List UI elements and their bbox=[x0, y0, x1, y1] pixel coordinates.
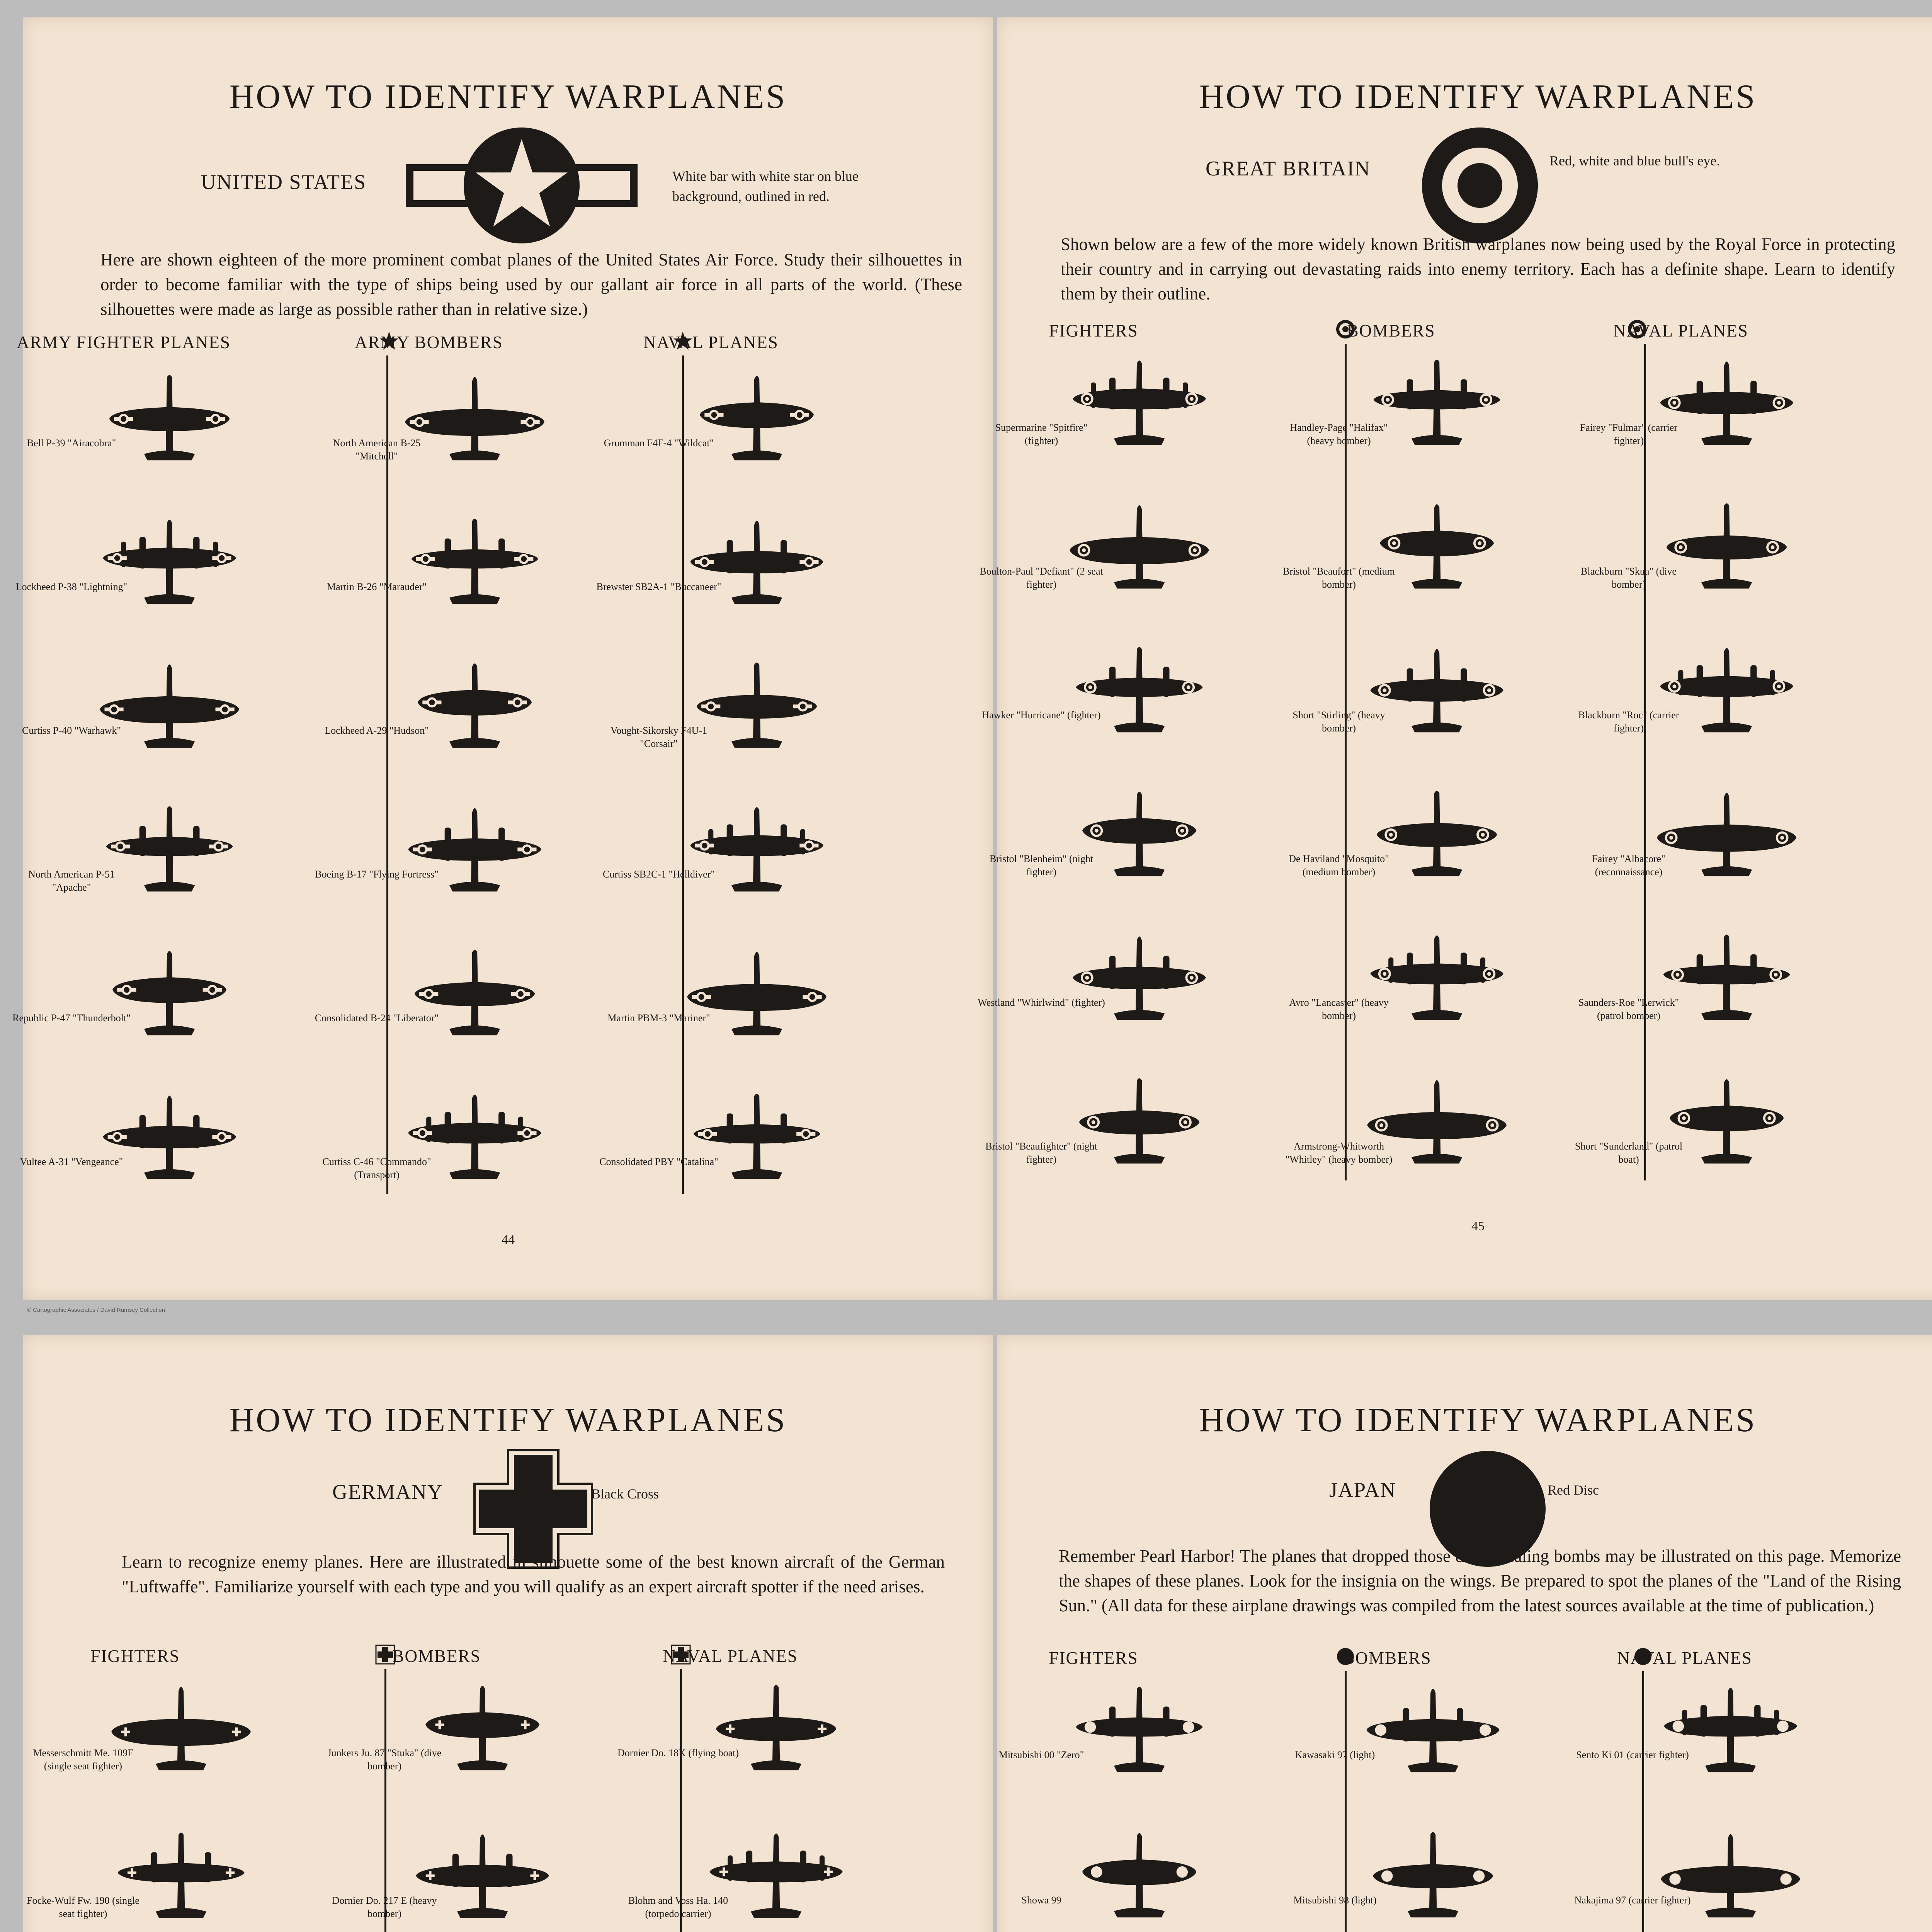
country-name: JAPAN bbox=[1329, 1478, 1396, 1502]
plane-label: Avro "Lancaster" (heavy bomber) bbox=[1289, 997, 1389, 1021]
plane-label: Kawasaki 97 (light) bbox=[1295, 1749, 1375, 1760]
plane-label: De Haviland "Mosquito" (medium bomber) bbox=[1289, 853, 1389, 878]
us-star-insignia-icon bbox=[402, 124, 641, 249]
plane-label: Sento Ki 01 (carrier fighter) bbox=[1576, 1749, 1689, 1760]
plane-label: Junkers Ju. 87 "Stuka" (dive bomber) bbox=[327, 1747, 442, 1772]
plane-label: Consolidated B-24 "Liberator" bbox=[315, 1012, 439, 1024]
plane-silhouette bbox=[1066, 1828, 1212, 1932]
column-heading: NAVAL PLANES bbox=[1613, 321, 1748, 340]
column-divider bbox=[386, 355, 388, 1194]
column-divider bbox=[1345, 344, 1347, 1180]
plane-silhouette bbox=[402, 802, 548, 910]
column-heading: BOMBERS bbox=[1347, 321, 1435, 340]
plane-label: Hawker "Hurricane" (fighter) bbox=[982, 709, 1101, 721]
plane-label: Lockheed P-38 "Lightning" bbox=[15, 581, 128, 592]
column-heading: NAVAL PLANES bbox=[1617, 1648, 1752, 1668]
country-name: UNITED STATES bbox=[201, 170, 367, 194]
column-heading: BOMBERS bbox=[1343, 1648, 1432, 1668]
plane-label: Messerschmitt Me. 109F (single seat fighter) bbox=[33, 1747, 133, 1772]
plane-label: Grumman F4F-4 "Wildcat" bbox=[604, 437, 714, 449]
column-divider bbox=[1345, 1671, 1347, 1932]
insignia-caption: White bar with white star on blue background, outlined in red. bbox=[672, 168, 859, 204]
country-name: GREAT BRITAIN bbox=[1206, 157, 1371, 180]
plane-silhouette bbox=[97, 1090, 242, 1197]
plane-silhouette bbox=[97, 658, 242, 766]
plane-label: Mitsubishi 00 "Zero" bbox=[998, 1749, 1084, 1760]
page-title: HOW TO IDENTIFY WARPLANES bbox=[1199, 1401, 1757, 1439]
plane-label: Blohm and Voss Ha. 140 (torpedo carrier) bbox=[628, 1895, 728, 1919]
column-heading: FIGHTERS bbox=[90, 1646, 180, 1666]
plane-label: Republic P-47 "Thunderbolt" bbox=[12, 1012, 131, 1024]
plane-silhouette bbox=[97, 515, 242, 622]
plane-label: Nakajima 97 (carrier fighter) bbox=[1574, 1895, 1691, 1906]
bulls-eye-roundel-icon bbox=[1418, 124, 1542, 249]
plane-label: Short "Sunderland" (patrol boat) bbox=[1575, 1141, 1683, 1165]
intro-paragraph: Shown below are a few of the more widely known British warplanes now being used by the Royal Force in protecting their country and in carrying out devastating raids into enemy territory. Each has a definite shape. Learn to identify them by their outline. bbox=[1061, 235, 1895, 303]
plane-label: Focke-Wulf Fw. 190 (single seat fighter) bbox=[27, 1895, 139, 1919]
plane-silhouette bbox=[1360, 1828, 1506, 1932]
credit-top: © Cartographic Associates / David Rumsey Collection bbox=[27, 1307, 165, 1313]
plane-label: Saunders-Roe "Lerwick" (patrol bomber) bbox=[1578, 997, 1679, 1021]
insignia-caption: Red, white and blue bull's eye. bbox=[1549, 153, 1720, 168]
plane-label: Showa 99 bbox=[1021, 1895, 1061, 1906]
plane-label: Short "Stirling" (heavy bomber) bbox=[1293, 709, 1385, 734]
intro-paragraph: Learn to recognize enemy planes. Here are illustrated in silhouette some of the best known aircraft of the German "Luftwaffe". Familiarize yourself with each type and you will qualify as an expert aircraft spotter if the need arises. bbox=[122, 1552, 945, 1596]
plane-silhouette bbox=[1066, 1683, 1212, 1791]
plane-silhouette bbox=[97, 371, 242, 479]
plane-label: Martin PBM-3 "Mariner" bbox=[607, 1012, 710, 1024]
plane-silhouette bbox=[684, 946, 830, 1054]
plane-label: Curtiss C-46 "Commando" (Transport) bbox=[322, 1156, 431, 1180]
plane-label: Martin B-26 "Marauder" bbox=[327, 581, 427, 592]
plane-label: Fairey "Fulmar" (carrier fighter) bbox=[1580, 422, 1678, 446]
column-divider bbox=[682, 355, 684, 1194]
column-heading: NAVAL PLANES bbox=[663, 1646, 798, 1666]
column-divider bbox=[384, 1669, 386, 1932]
plane-label: Curtiss P-40 "Warhawk" bbox=[22, 725, 121, 736]
plane-label: North American P-51 "Apache" bbox=[28, 869, 115, 893]
plane-silhouette bbox=[1360, 1683, 1506, 1791]
page-number: 44 bbox=[502, 1233, 515, 1247]
plane-silhouette bbox=[402, 946, 548, 1054]
plane-label: Supermarine "Spitfire" (fighter) bbox=[995, 422, 1088, 446]
plane-label: North American B-25 "Mitchell" bbox=[333, 437, 421, 462]
plane-silhouette bbox=[703, 1681, 849, 1789]
column-heading: ARMY FIGHTER PLANES bbox=[17, 333, 231, 352]
insignia-caption: Black Cross bbox=[591, 1486, 659, 1502]
column-heading: ARMY BOMBERS bbox=[355, 333, 503, 352]
plane-label: Lockheed A-29 "Hudson" bbox=[325, 725, 429, 736]
plane-label: Consolidated PBY "Catalina" bbox=[599, 1156, 718, 1167]
plane-label: Curtiss SB2C-1 "Helldiver" bbox=[603, 869, 715, 880]
column-heading: FIGHTERS bbox=[1049, 1648, 1138, 1668]
plane-label: Armstrong-Whitworth "Whitley" (heavy bomber) bbox=[1285, 1141, 1393, 1165]
column-divider bbox=[1642, 1671, 1644, 1932]
plane-label: Bristol "Beaufighter" (night fighter) bbox=[985, 1141, 1097, 1165]
plane-label: Dornier Do. 18K (flying boat) bbox=[617, 1747, 739, 1759]
column-divider bbox=[1644, 344, 1646, 1180]
plane-label: Fairey "Albacore" (reconnaissance) bbox=[1592, 853, 1665, 878]
column-heading: FIGHTERS bbox=[1049, 321, 1138, 340]
plane-silhouette bbox=[1658, 1828, 1803, 1932]
plane-silhouette bbox=[402, 658, 548, 766]
plane-silhouette bbox=[684, 802, 830, 910]
country-name: GERMANY bbox=[332, 1480, 444, 1503]
plane-silhouette bbox=[684, 515, 830, 622]
plane-silhouette bbox=[1658, 1683, 1803, 1791]
column-heading: NAVAL PLANES bbox=[643, 333, 779, 352]
page-title: HOW TO IDENTIFY WARPLANES bbox=[1199, 78, 1757, 116]
plane-label: Boeing B-17 "Flying Fortress" bbox=[315, 869, 439, 880]
plane-silhouette bbox=[684, 371, 830, 479]
page-title: HOW TO IDENTIFY WARPLANES bbox=[229, 1401, 787, 1439]
plane-label: Vought-Sikorsky F4U-1 "Corsair" bbox=[610, 725, 707, 749]
plane-label: Dornier Do. 217 E (heavy bomber) bbox=[332, 1895, 437, 1919]
plane-label: Bristol "Blenheim" (night fighter) bbox=[989, 853, 1094, 878]
plane-silhouette bbox=[402, 515, 548, 622]
plane-label: Westland "Whirlwind" (fighter) bbox=[978, 997, 1105, 1008]
plane-label: Brewster SB2A-1 "Buccaneer" bbox=[596, 581, 721, 592]
plane-label: Bell P-39 "Airacobra" bbox=[27, 437, 116, 449]
intro-paragraph: Remember Pearl Harbor! The planes that dropped those death dealing bombs may be illustrated on this page. Memorize the shapes of these planes. Look for the insignia on the wings. Be prepared to spot the planes of the "Land of the Rising Sun." (All data for these airplane drawings was compiled from the latest sources available at the time of publication.) bbox=[1059, 1546, 1901, 1615]
plane-label: Vultee A-31 "Vengeance" bbox=[20, 1156, 123, 1167]
plane-silhouette bbox=[684, 1090, 830, 1197]
plane-silhouette bbox=[1066, 930, 1212, 1038]
plane-label: Mitsubishi 98 (light) bbox=[1293, 1895, 1377, 1906]
plane-silhouette bbox=[1066, 643, 1212, 751]
plane-label: Blackburn "Roc" (carrier fighter) bbox=[1578, 709, 1679, 734]
plane-label: Boulton-Paul "Defiant" (2 seat fighter) bbox=[980, 566, 1103, 590]
column-heading: BOMBERS bbox=[392, 1646, 481, 1666]
plane-label: Blackburn "Skua" (dive bomber) bbox=[1581, 566, 1677, 590]
page-title: HOW TO IDENTIFY WARPLANES bbox=[229, 78, 787, 116]
intro-paragraph: Here are shown eighteen of the more prominent combat planes of the United States Air Force. Study their silhouettes in order to become familiar with the type of ships being used by our gallant air force in all parts of the world. (These silhouettes were made as large as possible rather than in relative size.) bbox=[100, 250, 962, 319]
insignia-caption: Red Disc bbox=[1548, 1482, 1599, 1498]
plane-label: Handley-Page "Halifax" (heavy bomber) bbox=[1290, 422, 1388, 446]
page-number: 45 bbox=[1471, 1219, 1485, 1233]
plane-label: Bristol "Beaufort" (medium bomber) bbox=[1283, 566, 1395, 590]
column-divider bbox=[680, 1669, 682, 1932]
plane-silhouette bbox=[97, 946, 242, 1054]
